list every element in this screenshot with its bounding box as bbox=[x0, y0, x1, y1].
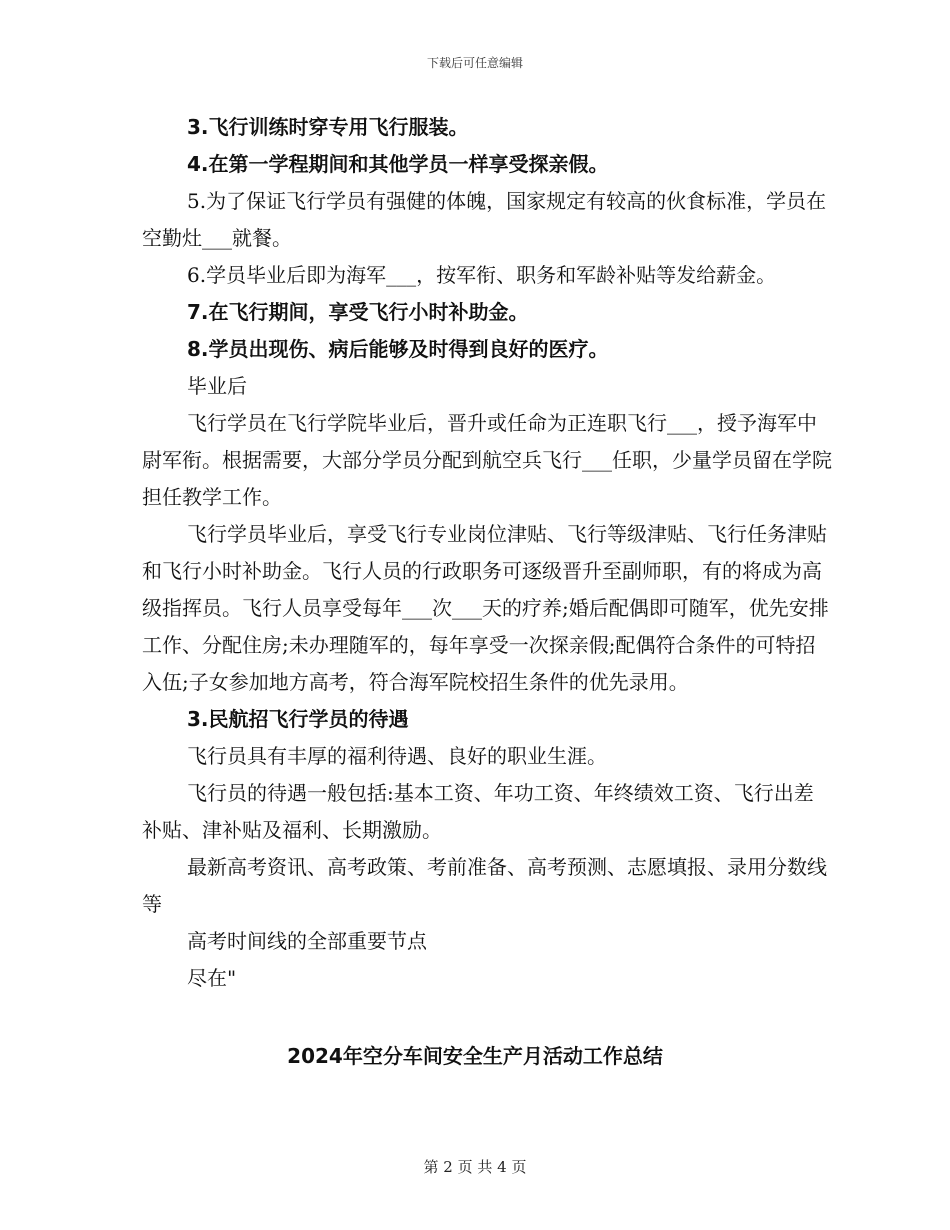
paragraph-11: 飞行员具有丰厚的福利待遇、良好的职业生涯。 bbox=[187, 744, 607, 768]
document-title: 2024年空分车间安全生产月活动工作总结 bbox=[287, 1044, 663, 1068]
paragraph-2: 4.在第一学程期间和其他学员一样享受探亲假。 bbox=[187, 152, 609, 176]
paragraph-14: 高考时间线的全部重要节点 bbox=[187, 929, 427, 953]
paragraph-12: 飞行员的待遇一般包括:基本工资、年功工资、年终绩效工资、飞行出差补贴、津补贴及福利、长期激励。 bbox=[142, 781, 814, 842]
paragraph-8: 飞行学员在飞行学院毕业后，晋升或任命为正连职飞行___，授予海军中尉军衔。根据需要，大部分学员分配到航空兵飞行___任职，少量学员留在学院担任教学工作。 bbox=[142, 411, 832, 509]
header-note: 下载后可任意编辑 bbox=[426, 56, 523, 70]
paragraph-5: 7.在飞行期间，享受飞行小时补助金。 bbox=[187, 300, 529, 324]
paragraph-13: 最新高考资讯、高考政策、考前准备、高考预测、志愿填报、录用分数线等 bbox=[142, 855, 827, 916]
paragraph-15: 尽在" bbox=[187, 966, 237, 990]
paragraph-9: 飞行学员毕业后，享受飞行专业岗位津贴、飞行等级津贴、飞行任务津贴和飞行小时补助金。飞行人员的行政职务可逐级晋升至副师职，有的将成为高级指挥员。飞行人员享受每年___次___天的疗养;婚后配偶即可随军，优先安排工作、分配住房;未办理随军的，每年享受一次探亲假;配偶符合条件的可特招入伍;子女参加地方高考，符合海军院校招生条件的优先录用。 bbox=[142, 522, 829, 694]
document-body bbox=[142, 109, 832, 997]
paragraph-3: 5.为了保证飞行学员有强健的体魄，国家规定有较高的伙食标准，学员在空勤灶___就餐。 bbox=[142, 189, 827, 250]
paragraph-10: 3.民航招飞行学员的待遇 bbox=[187, 707, 409, 731]
paragraph-6: 8.学员出现伤、病后能够及时得到良好的医疗。 bbox=[187, 337, 609, 361]
paragraph-7: 毕业后 bbox=[187, 374, 247, 398]
page-number: 第 2 页 共 4 页 bbox=[423, 1158, 527, 1176]
paragraph-1: 3.飞行训练时穿专用飞行服装。 bbox=[187, 115, 469, 139]
paragraph-4: 6.学员毕业后即为海军___，按军衔、职务和军龄补贴等发给薪金。 bbox=[187, 263, 777, 287]
